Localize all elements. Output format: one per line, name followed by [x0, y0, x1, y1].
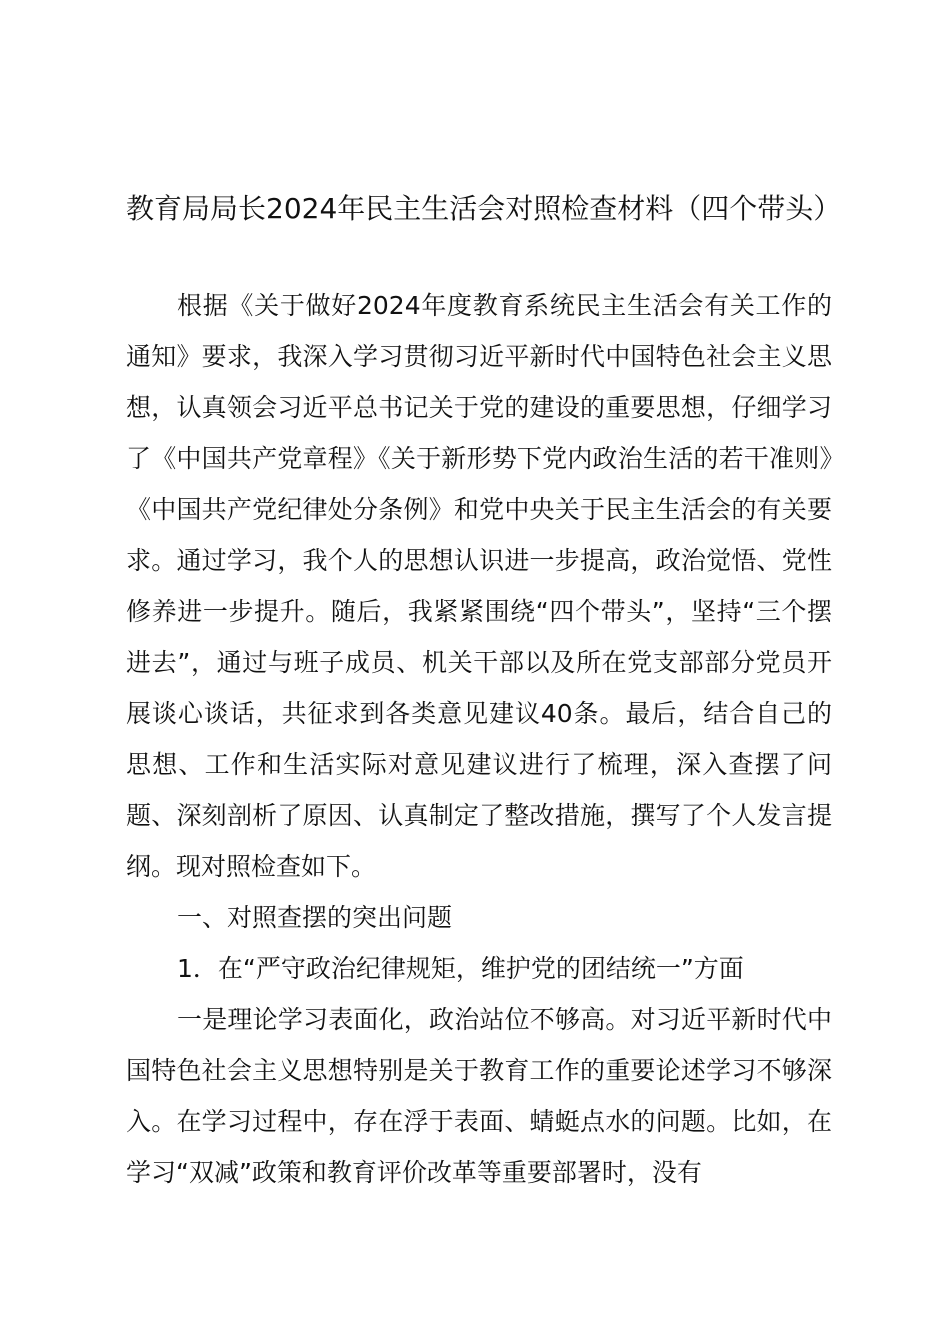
- document-title: 教育局局长2024年民主生活会对照检查材料（四个带头）: [126, 192, 842, 225]
- intro-paragraph: 根据《关于做好2024年度教育系统民主生活会有关工作的通知》要求，我深入学习贯彻习近平新时代中国特色社会主义思想，认真领会习近平总书记关于党的建设的重要思想，仔细学习了《中国共产党章程》《关于新形势下党内政治生活的若干准则》《中国共产党纪律处分条例》和党中央关于民主生活会的有关要求。通过学习，我个人的思想认识进一步提高，政治觉悟、党性修养进一步提升。随后，我紧紧围绕“四个带头”，坚持“三个摆进去”，通过与班子成员、机关干部以及所在党支部部分党员开展谈心谈话，共征求到各类意见建议40条。最后，结合自己的思想、工作和生活实际对意见建议进行了梳理，深入查摆了问题、深刻剖析了原因、认真制定了整改措施，撰写了个人发言提纲。现对照检查如下。: [126, 291, 832, 881]
- subsection-heading: 1．在“严守政治纪律规矩，维护党的团结统一”方面: [177, 954, 744, 983]
- issue-paragraph: 一是理论学习表面化，政治站位不够高。对习近平新时代中国特色社会主义思想特别是关于教育工作的重要论述学习不够深入。在学习过程中，存在浮于表面、蜻蜓点水的问题。比如，在学习“双减”政策和教育评价改革等重要部署时，没有: [126, 1005, 832, 1187]
- document-body: [126, 280, 832, 1198]
- section-heading: 一、对照查摆的突出问题: [177, 903, 453, 932]
